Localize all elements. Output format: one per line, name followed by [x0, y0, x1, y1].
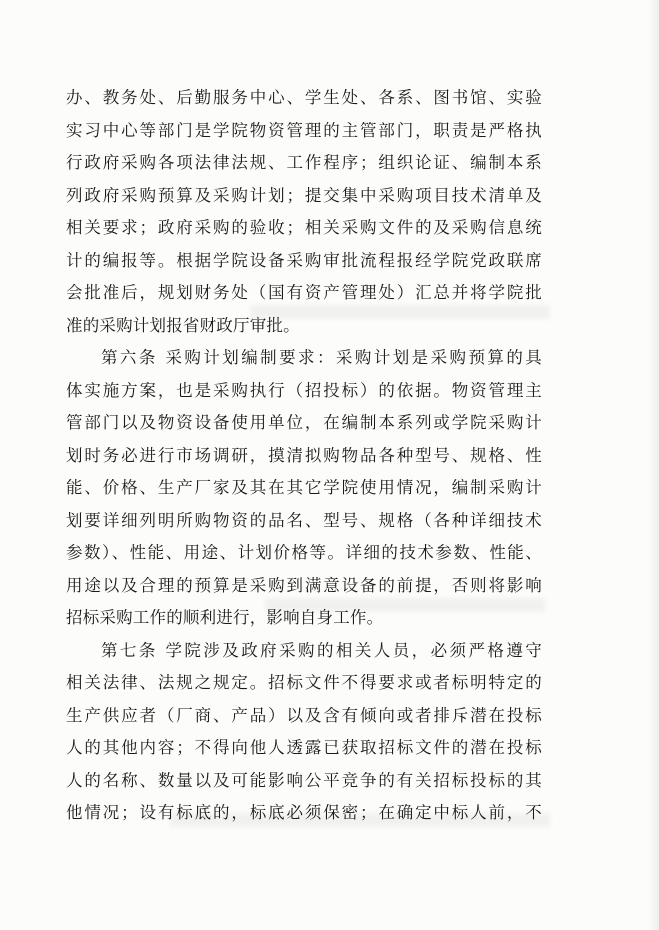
article-7-paragraph: [66, 635, 542, 830]
text-line: 体实施方案，也是采购执行（招投标）的依据。物资管理主: [66, 380, 542, 400]
document-body: [66, 82, 542, 830]
text-line: 生产供应者（厂商、产品）以及含有倾向或者排斥潜在投标: [66, 705, 542, 725]
text-line: 划时务必进行市场调研，摸清拟购物品各种型号、规格、性: [66, 445, 542, 465]
article-6-heading-line: 第六条 采购计划编制要求：采购计划是采购预算的具: [101, 348, 542, 367]
text-line: 人的名称、数量以及可能影响公平竞争的有关招标投标的其: [66, 770, 542, 790]
page-edge-shadow: [649, 0, 659, 930]
text-line: 相关法律、法规之规定。招标文件不得要求或者标明特定的: [66, 673, 542, 692]
text-line: 相关要求；政府采购的验收；相关采购文件的及采购信息统: [66, 218, 542, 237]
text-line: 实习中心等部门是学院物资管理的主管部门，职责是严格执: [66, 120, 542, 140]
text-line: 行政府采购各项法律法规、工作程序；组织论证、编制本系: [66, 153, 542, 172]
text-line: 计的编报等。根据学院设备采购审批流程报经学院党政联席: [66, 250, 542, 270]
paragraph-continuation: [66, 82, 542, 342]
text-line: 招标采购工作的顺利进行，影响自身工作。: [66, 608, 384, 627]
text-line: 准的采购计划报省财政厅审批。: [66, 315, 300, 335]
text-line: 列政府采购预算及采购计划；提交集中采购项目技术清单及: [66, 185, 542, 205]
text-line: 他情况；设有标底的，标底必须保密；在确定中标人前，不: [66, 803, 542, 822]
article-6-paragraph: [66, 342, 542, 635]
text-line: 参数）、性能、用途、计划价格等。详细的技术参数、性能、: [66, 543, 542, 562]
text-line: 能、价格、生产厂家及其在其它学院使用情况，编制采购计: [66, 478, 542, 497]
text-line: 划要详细列明所购物资的品名、型号、规格（各种详细技术: [66, 510, 542, 530]
text-line: 管部门以及物资设备使用单位，在编制本系列或学院采购计: [66, 413, 542, 432]
text-line: 用途以及合理的预算是采购到满意设备的前提，否则将影响: [66, 575, 542, 595]
article-7-heading-line: 第七条 学院涉及政府采购的相关人员，必须严格遵守: [101, 640, 542, 660]
text-line: 人的其他内容；不得向他人透露已获取招标文件的潜在投标: [66, 738, 542, 757]
text-line: 办、教务处、后勤服务中心、学生处、各系、图书馆、实验: [66, 88, 542, 107]
text-line: 会批准后，规划财务处（国有资产管理处）汇总并将学院批: [66, 283, 542, 302]
